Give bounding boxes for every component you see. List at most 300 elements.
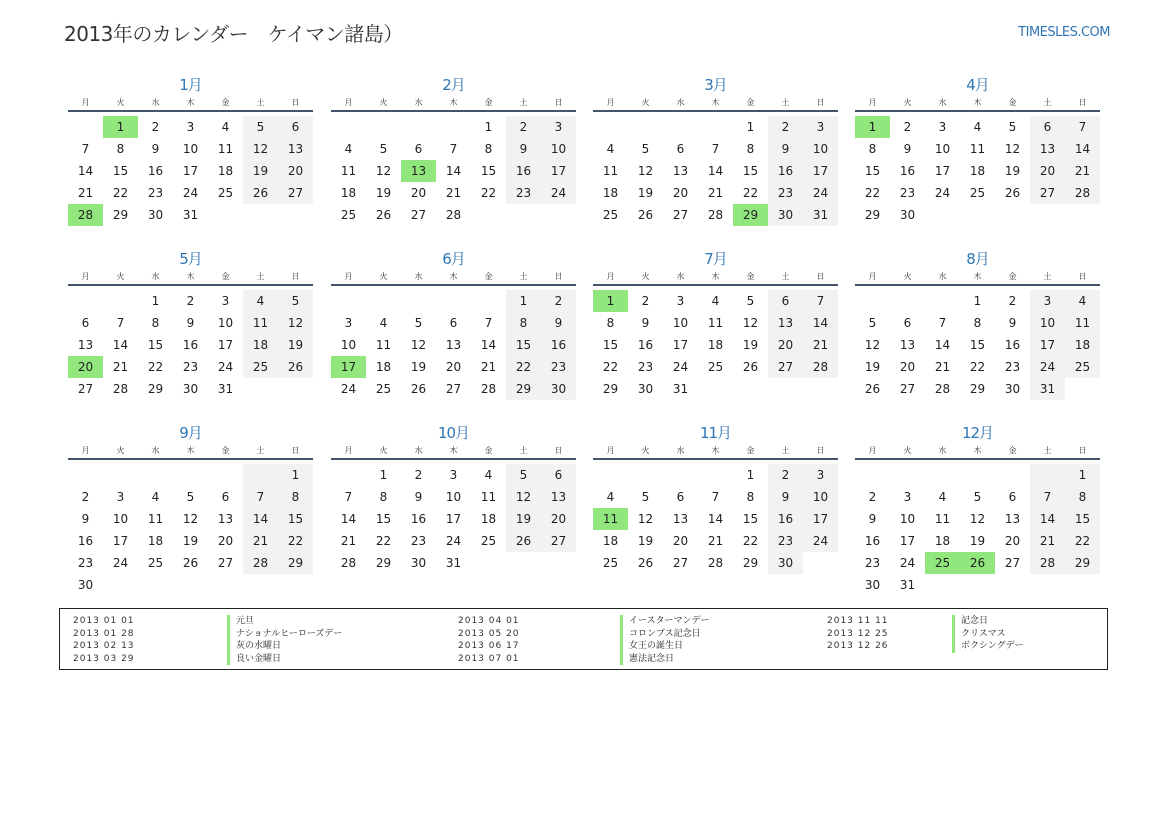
- day-cell: 19: [742, 338, 759, 352]
- day-cell: 16: [147, 164, 164, 178]
- weekday-label: 金: [221, 272, 230, 281]
- empty-cell: [1065, 204, 1100, 226]
- day-cell: 8: [606, 316, 615, 330]
- weekday-label: 日: [1078, 272, 1087, 281]
- day-cell: 8: [151, 316, 160, 330]
- day-grid: [855, 116, 1100, 226]
- weekday-label: 金: [1008, 446, 1017, 455]
- day-cell: 18: [340, 186, 357, 200]
- day-cell: 4: [606, 490, 615, 504]
- day-cell: 29: [112, 208, 129, 222]
- weekday-label: 土: [1043, 98, 1052, 107]
- day-cell: 6: [541, 464, 576, 486]
- weekday-label: 火: [116, 446, 125, 455]
- holiday-date: 2013 02 13: [73, 641, 135, 651]
- day-cell: 9: [903, 142, 912, 156]
- empty-cell: [208, 574, 243, 596]
- weekday-label: 日: [291, 98, 300, 107]
- day-cell: 24: [340, 382, 357, 396]
- day-cell: 28: [243, 552, 278, 574]
- empty-cell: [733, 378, 768, 400]
- month-title: 10月: [437, 424, 470, 442]
- empty-cell: [593, 464, 628, 486]
- weekday-label: 月: [606, 272, 615, 281]
- day-cell: 4: [1065, 290, 1100, 312]
- day-cell: 10: [541, 138, 576, 160]
- month-8: [855, 248, 1100, 400]
- day-cell: 15: [112, 164, 129, 178]
- weekday-label: 日: [1078, 446, 1087, 455]
- day-cell: 30: [899, 208, 916, 222]
- day-cell: 3: [803, 464, 838, 486]
- empty-cell: [68, 464, 103, 486]
- day-cell: 7: [938, 316, 947, 330]
- holiday-dates-col-3: [827, 615, 889, 653]
- day-cell: 13: [77, 338, 94, 352]
- holiday-date: 2013 01 28: [73, 628, 135, 639]
- day-cell: 13: [672, 164, 689, 178]
- weekday-label: 木: [449, 446, 458, 455]
- day-cell: 25: [375, 382, 392, 396]
- empty-cell: [401, 290, 436, 312]
- day-cell: 28: [445, 208, 462, 222]
- day-cell: 8: [746, 142, 755, 156]
- month-title: 11月: [699, 424, 732, 442]
- day-cell: 1: [973, 294, 982, 308]
- day-cell: 10: [112, 512, 129, 526]
- day-cell: 21: [340, 534, 357, 548]
- day-cell: 2: [1008, 294, 1017, 308]
- day-grid: [593, 116, 838, 226]
- day-cell: 10: [899, 512, 916, 526]
- day-cell: 16: [637, 338, 654, 352]
- day-cell: 28: [480, 382, 497, 396]
- weekday-label: 土: [1043, 272, 1052, 281]
- day-cell: 27: [768, 356, 803, 378]
- weekday-label: 土: [519, 272, 528, 281]
- day-cell: 27: [1004, 556, 1021, 570]
- day-cell: 30: [1004, 382, 1021, 396]
- day-cell: 7: [81, 142, 90, 156]
- day-cell: 9: [541, 312, 576, 334]
- month-1: [68, 74, 313, 226]
- month-title: 9月: [179, 424, 202, 442]
- day-cell: 5: [1008, 120, 1017, 134]
- empty-cell: [1030, 574, 1065, 596]
- day-cell: 11: [217, 142, 234, 156]
- day-cell: 30: [768, 552, 803, 574]
- day-cell: 16: [506, 160, 541, 182]
- day-cell: 11: [480, 490, 497, 504]
- day-cell: 1: [746, 120, 755, 134]
- day-cell: 27: [1030, 182, 1065, 204]
- day-cell: 21: [1030, 530, 1065, 552]
- month-title: 6月: [442, 250, 465, 268]
- empty-cell: [1030, 464, 1065, 486]
- day-cell: 22: [112, 186, 129, 200]
- day-cell: 10: [672, 316, 689, 330]
- day-grid: [593, 290, 838, 400]
- month-title: 8月: [966, 250, 989, 268]
- day-grid: [855, 290, 1100, 400]
- day-cell: 22: [602, 360, 619, 374]
- day-cell: 21: [77, 186, 94, 200]
- holiday-name: 憲法記念日: [620, 653, 710, 666]
- month-9: [68, 422, 313, 596]
- day-cell: 29: [602, 382, 619, 396]
- day-cell: 15: [602, 338, 619, 352]
- day-cell: 27: [410, 208, 427, 222]
- day-cell: 3: [221, 294, 230, 308]
- weekday-label: 土: [781, 98, 790, 107]
- day-cell: 17: [934, 164, 951, 178]
- empty-cell: [103, 464, 138, 486]
- day-cell: 6: [81, 316, 90, 330]
- day-cell: 8: [278, 486, 313, 508]
- empty-cell: [628, 116, 663, 138]
- day-cell: 14: [707, 512, 724, 526]
- day-cell: 24: [217, 360, 234, 374]
- empty-cell: [208, 204, 243, 226]
- empty-cell: [663, 116, 698, 138]
- day-cell: 23: [768, 182, 803, 204]
- day-cell: 29: [147, 382, 164, 396]
- day-cell: 18: [217, 164, 234, 178]
- day-cell: 9: [186, 316, 195, 330]
- day-cell: 28: [340, 556, 357, 570]
- day-cell: 13: [278, 138, 313, 160]
- day-cell: 16: [768, 160, 803, 182]
- weekday-label: 日: [816, 98, 825, 107]
- day-cell: 18: [602, 186, 619, 200]
- weekday-label: 水: [676, 272, 685, 281]
- weekday-label: 日: [291, 272, 300, 281]
- weekday-label: 金: [746, 98, 755, 107]
- day-cell: 6: [414, 142, 423, 156]
- month-3: [593, 74, 838, 226]
- day-cell: 21: [480, 360, 497, 374]
- day-cell: 14: [243, 508, 278, 530]
- weekday-label: 水: [676, 98, 685, 107]
- weekday-label: 火: [903, 272, 912, 281]
- day-cell: 12: [410, 338, 427, 352]
- day-cell: 2: [186, 294, 195, 308]
- day-cell: 11: [593, 508, 628, 530]
- weekday-label: 水: [938, 98, 947, 107]
- day-cell: 19: [969, 534, 986, 548]
- day-grid: [68, 464, 313, 596]
- day-cell: 9: [81, 512, 90, 526]
- day-cell: 11: [707, 316, 724, 330]
- weekday-label: 水: [938, 446, 947, 455]
- day-cell: 20: [672, 534, 689, 548]
- day-cell: 15: [742, 512, 759, 526]
- day-cell: 19: [375, 186, 392, 200]
- empty-cell: [1065, 378, 1100, 400]
- day-cell: 8: [973, 316, 982, 330]
- month-title: 2月: [442, 76, 465, 94]
- day-cell: 18: [602, 534, 619, 548]
- empty-cell: [698, 378, 733, 400]
- holiday-date: 2013 06 17: [458, 641, 520, 651]
- day-cell: 11: [602, 164, 619, 178]
- day-cell: 25: [340, 208, 357, 222]
- day-cell: 1: [151, 294, 160, 308]
- day-cell: 25: [925, 552, 960, 574]
- day-cell: 21: [707, 534, 724, 548]
- empty-cell: [243, 378, 278, 400]
- day-cell: 17: [445, 512, 462, 526]
- empty-cell: [995, 574, 1030, 596]
- day-cell: 25: [707, 360, 724, 374]
- day-cell: 4: [973, 120, 982, 134]
- weekday-label: 土: [1043, 446, 1052, 455]
- weekday-label: 木: [973, 272, 982, 281]
- empty-cell: [243, 204, 278, 226]
- day-cell: 4: [606, 142, 615, 156]
- day-cell: 16: [1004, 338, 1021, 352]
- day-cell: 2: [414, 468, 423, 482]
- day-cell: 13: [401, 160, 436, 182]
- day-cell: 19: [410, 360, 427, 374]
- day-cell: 25: [147, 556, 164, 570]
- empty-cell: [506, 204, 541, 226]
- day-cell: 13: [1004, 512, 1021, 526]
- holiday-name: 記念日: [952, 615, 1024, 628]
- day-cell: 3: [449, 468, 458, 482]
- day-cell: 17: [1030, 334, 1065, 356]
- day-cell: 25: [969, 186, 986, 200]
- day-cell: 4: [711, 294, 720, 308]
- empty-cell: [541, 552, 576, 574]
- weekday-label: 日: [1078, 98, 1087, 107]
- holiday-names-col-3: [952, 615, 1024, 653]
- holiday-date: 2013 03 29: [73, 653, 135, 664]
- day-cell: 6: [768, 290, 803, 312]
- day-cell: 16: [864, 534, 881, 548]
- day-cell: 12: [182, 512, 199, 526]
- empty-cell: [366, 116, 401, 138]
- day-cell: 7: [116, 316, 125, 330]
- day-cell: 2: [541, 290, 576, 312]
- day-cell: 8: [484, 142, 493, 156]
- day-cell: 17: [899, 534, 916, 548]
- day-cell: 7: [484, 316, 493, 330]
- day-cell: 31: [217, 382, 234, 396]
- weekday-label: 月: [344, 446, 353, 455]
- weekday-label: 土: [781, 446, 790, 455]
- day-cell: 5: [641, 490, 650, 504]
- day-cell: 7: [803, 290, 838, 312]
- empty-cell: [436, 116, 471, 138]
- day-cell: 27: [541, 530, 576, 552]
- day-cell: 4: [344, 142, 353, 156]
- day-cell: 21: [707, 186, 724, 200]
- day-cell: 21: [445, 186, 462, 200]
- day-cell: 1: [593, 290, 628, 312]
- day-cell: 22: [969, 360, 986, 374]
- day-cell: 5: [379, 142, 388, 156]
- day-cell: 17: [672, 338, 689, 352]
- weekday-label: 月: [344, 272, 353, 281]
- day-cell: 29: [375, 556, 392, 570]
- empty-cell: [138, 464, 173, 486]
- holiday-name: ナショナルヒーローズデー: [227, 628, 342, 641]
- holiday-dates-col-2: [458, 615, 520, 665]
- day-cell: 17: [331, 356, 366, 378]
- day-cell: 24: [672, 360, 689, 374]
- day-cell: 10: [803, 138, 838, 160]
- empty-cell: [243, 464, 278, 486]
- day-cell: 24: [445, 534, 462, 548]
- weekday-header: [68, 98, 313, 112]
- day-cell: 4: [484, 468, 493, 482]
- day-cell: 23: [768, 530, 803, 552]
- day-cell: 5: [243, 116, 278, 138]
- day-cell: 26: [278, 356, 313, 378]
- day-cell: 20: [899, 360, 916, 374]
- day-cell: 28: [1065, 182, 1100, 204]
- day-cell: 17: [803, 160, 838, 182]
- day-cell: 5: [973, 490, 982, 504]
- day-cell: 20: [768, 334, 803, 356]
- day-cell: 1: [746, 468, 755, 482]
- day-cell: 14: [934, 338, 951, 352]
- empty-cell: [803, 378, 838, 400]
- empty-cell: [331, 290, 366, 312]
- day-cell: 1: [278, 464, 313, 486]
- holiday-name: コロンブス記念日: [620, 628, 710, 641]
- day-grid: [68, 116, 313, 226]
- day-cell: 15: [742, 164, 759, 178]
- day-cell: 11: [147, 512, 164, 526]
- day-cell: 11: [243, 312, 278, 334]
- weekday-label: 日: [554, 446, 563, 455]
- day-cell: 28: [803, 356, 838, 378]
- weekday-label: 月: [606, 446, 615, 455]
- empty-cell: [208, 464, 243, 486]
- day-cell: 12: [243, 138, 278, 160]
- day-cell: 5: [186, 490, 195, 504]
- month-title: 1月: [179, 76, 202, 94]
- day-cell: 4: [221, 120, 230, 134]
- month-10: [331, 422, 576, 574]
- weekday-header: [855, 446, 1100, 460]
- day-cell: 28: [1030, 552, 1065, 574]
- holiday-date: 2013 11 11: [827, 616, 889, 626]
- day-cell: 25: [1065, 356, 1100, 378]
- day-cell: 13: [899, 338, 916, 352]
- weekday-label: 火: [641, 272, 650, 281]
- day-cell: 22: [864, 186, 881, 200]
- weekday-label: 金: [746, 272, 755, 281]
- empty-cell: [278, 574, 313, 596]
- day-cell: 22: [375, 534, 392, 548]
- weekday-label: 日: [816, 446, 825, 455]
- day-cell: 9: [151, 142, 160, 156]
- holiday-list: [59, 608, 1108, 670]
- day-cell: 30: [147, 208, 164, 222]
- day-cell: 3: [803, 116, 838, 138]
- empty-cell: [890, 290, 925, 312]
- day-cell: 2: [81, 490, 90, 504]
- day-cell: 22: [1065, 530, 1100, 552]
- day-cell: 26: [182, 556, 199, 570]
- day-cell: 3: [903, 490, 912, 504]
- day-cell: 31: [445, 556, 462, 570]
- day-cell: 18: [480, 512, 497, 526]
- day-cell: 13: [1030, 138, 1065, 160]
- empty-cell: [925, 574, 960, 596]
- holiday-date: 2013 05 20: [458, 628, 520, 639]
- day-cell: 25: [602, 556, 619, 570]
- month-title: 3月: [704, 76, 727, 94]
- empty-cell: [103, 290, 138, 312]
- day-cell: 20: [217, 534, 234, 548]
- empty-cell: [925, 204, 960, 226]
- holiday-names-col-1: [227, 615, 342, 665]
- day-cell: 27: [278, 182, 313, 204]
- day-cell: 20: [672, 186, 689, 200]
- day-cell: 25: [602, 208, 619, 222]
- day-cell: 19: [182, 534, 199, 548]
- day-cell: 24: [803, 530, 838, 552]
- day-cell: 26: [1004, 186, 1021, 200]
- day-cell: 18: [243, 334, 278, 356]
- day-cell: 10: [217, 316, 234, 330]
- day-cell: 4: [151, 490, 160, 504]
- day-cell: 28: [112, 382, 129, 396]
- day-cell: 2: [768, 116, 803, 138]
- day-cell: 3: [541, 116, 576, 138]
- day-cell: 3: [938, 120, 947, 134]
- day-cell: 31: [803, 204, 838, 226]
- day-cell: 16: [899, 164, 916, 178]
- empty-cell: [855, 464, 890, 486]
- day-cell: 15: [969, 338, 986, 352]
- day-cell: 2: [868, 490, 877, 504]
- day-cell: 23: [541, 356, 576, 378]
- weekday-label: 日: [554, 98, 563, 107]
- holiday-name: イースターマンデー: [620, 615, 710, 628]
- day-cell: 20: [410, 186, 427, 200]
- day-cell: 29: [506, 378, 541, 400]
- day-cell: 12: [375, 164, 392, 178]
- day-cell: 18: [969, 164, 986, 178]
- day-cell: 26: [506, 530, 541, 552]
- weekday-label: 火: [641, 446, 650, 455]
- day-cell: 4: [379, 316, 388, 330]
- weekday-label: 火: [116, 272, 125, 281]
- day-cell: 29: [969, 382, 986, 396]
- day-cell: 10: [934, 142, 951, 156]
- site-link[interactable]: TIMESLES.COM: [1018, 25, 1110, 40]
- empty-cell: [628, 464, 663, 486]
- day-cell: 16: [768, 508, 803, 530]
- day-cell: 24: [803, 182, 838, 204]
- day-cell: 24: [1030, 356, 1065, 378]
- day-cell: 25: [217, 186, 234, 200]
- weekday-label: 土: [256, 272, 265, 281]
- day-cell: 18: [375, 360, 392, 374]
- weekday-label: 月: [868, 272, 877, 281]
- weekday-header: [68, 272, 313, 286]
- month-6: [331, 248, 576, 400]
- day-cell: 27: [672, 208, 689, 222]
- day-cell: 3: [676, 294, 685, 308]
- month-title: 4月: [966, 76, 989, 94]
- day-cell: 8: [746, 490, 755, 504]
